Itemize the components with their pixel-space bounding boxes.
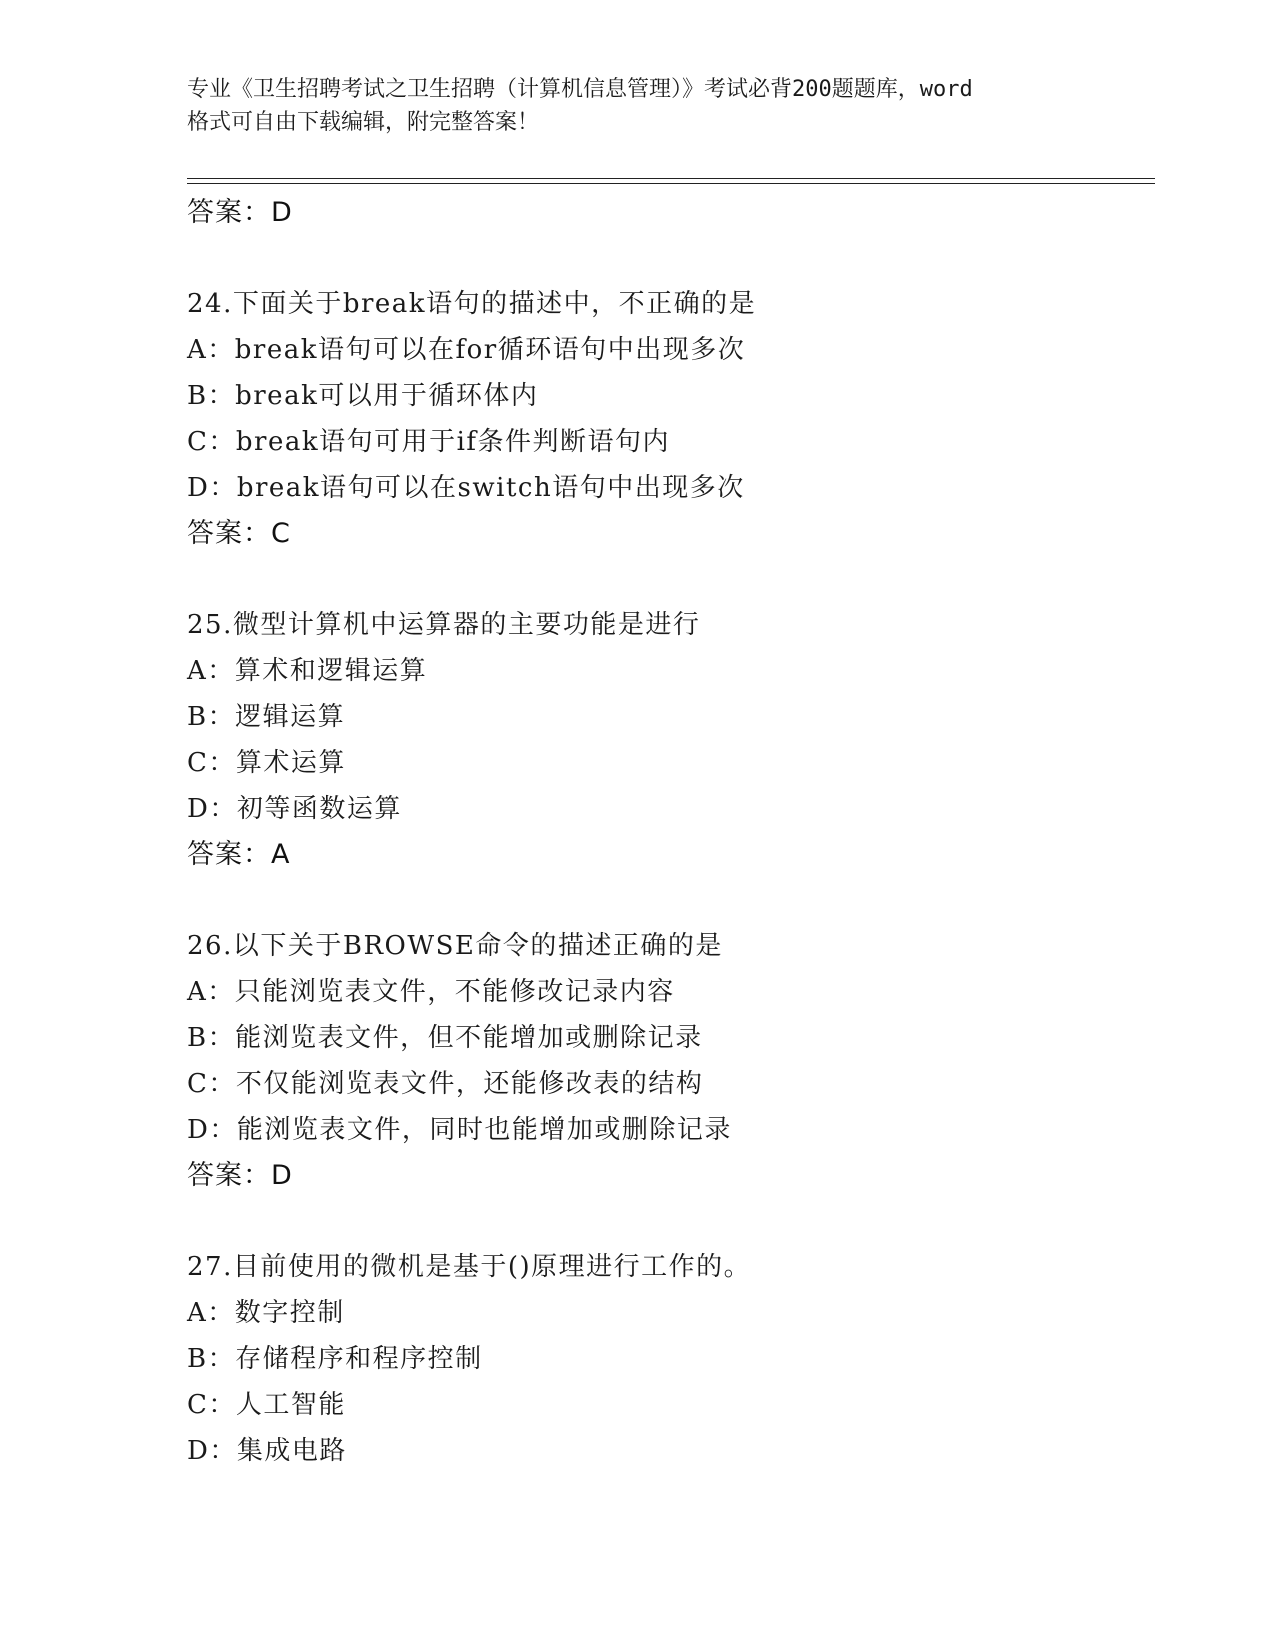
question-25	[187, 602, 1155, 878]
question-stem: 24.下面关于break语句的描述中，不正确的是	[187, 289, 757, 319]
question-27	[187, 1244, 1155, 1474]
document-header	[187, 73, 1117, 139]
option-c: C：人工智能	[187, 1390, 346, 1420]
question-stem: 27.目前使用的微机是基于()原理进行工作的。	[187, 1252, 752, 1282]
option-d: D：集成电路	[187, 1436, 347, 1466]
question-26	[187, 923, 1155, 1199]
option-a: A：数字控制	[187, 1298, 345, 1328]
question-list	[187, 190, 1155, 1474]
answer: 答案：A	[187, 839, 291, 870]
header-line-2: 格式可自由下载编辑，附完整答案！	[187, 110, 540, 135]
spacer	[187, 1199, 1155, 1244]
question-stem: 26.以下关于BROWSE命令的描述正确的是	[187, 931, 723, 961]
option-c: C：不仅能浏览表文件，还能修改表的结构	[187, 1069, 704, 1099]
header-line-1: 专业《卫生招聘考试之卫生招聘（计算机信息管理）》考试必背200题题库，word	[187, 77, 973, 102]
option-b: B：break可以用于循环体内	[187, 381, 539, 411]
option-a: A：算术和逻辑运算	[187, 656, 428, 686]
spacer	[187, 236, 1155, 281]
option-b: B：能浏览表文件，但不能增加或删除记录	[187, 1023, 703, 1053]
option-a: A：只能浏览表文件，不能修改记录内容	[187, 977, 675, 1007]
option-d: D：break语句可以在switch语句中出现多次	[187, 473, 745, 503]
option-a: A：break语句可以在for循环语句中出现多次	[187, 335, 746, 365]
option-b: B：逻辑运算	[187, 702, 346, 732]
header-divider-bottom	[187, 183, 1155, 184]
header-divider-top	[187, 178, 1155, 179]
answer: 答案：D	[187, 1160, 293, 1191]
option-b: B：存储程序和程序控制	[187, 1344, 483, 1374]
answer-previous: 答案：D	[187, 197, 293, 228]
option-d: D：能浏览表文件，同时也能增加或删除记录	[187, 1115, 732, 1145]
answer: 答案：C	[187, 518, 291, 549]
option-d: D：初等函数运算	[187, 794, 402, 824]
option-c: C：break语句可用于if条件判断语句内	[187, 427, 671, 457]
question-stem: 25.微型计算机中运算器的主要功能是进行	[187, 610, 701, 640]
spacer	[187, 878, 1155, 923]
spacer	[187, 557, 1155, 602]
option-c: C：算术运算	[187, 748, 346, 778]
question-24	[187, 281, 1155, 557]
